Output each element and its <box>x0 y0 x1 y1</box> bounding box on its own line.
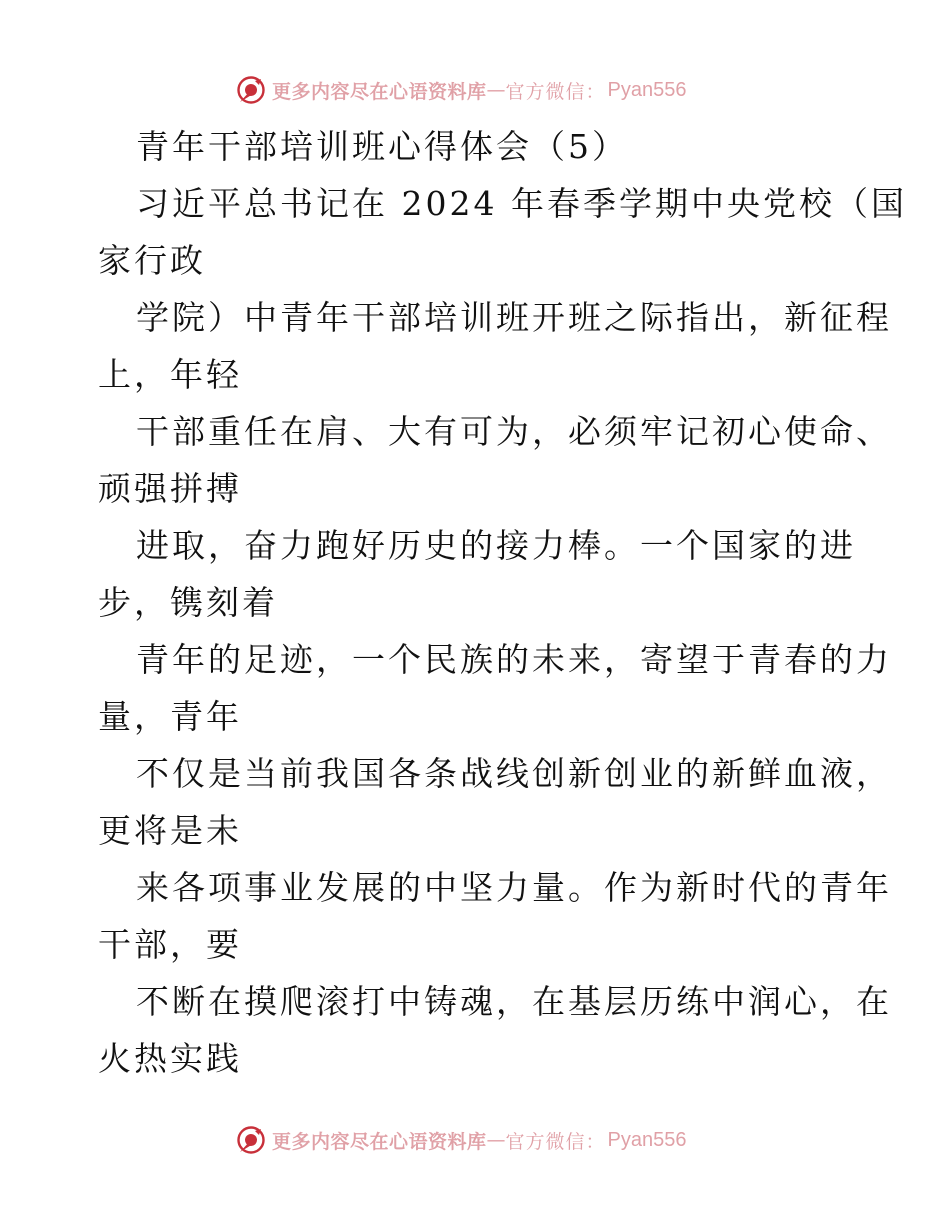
text-line: 不仅是当前我国各条战线创新创业的新鲜血液， <box>136 754 892 793</box>
text-line: 干部重任在肩、大有可为，必须牢记初心使命、 <box>136 412 892 451</box>
document-title: 青年干部培训班心得体会（5） <box>136 127 628 166</box>
banner-wechat-label: 官方微信： <box>505 80 606 103</box>
banner-separator: — <box>486 79 506 101</box>
pen-logo-icon <box>236 75 266 105</box>
text-line: 上，年轻 <box>98 355 242 394</box>
banner-wechat-id: Pyan556 <box>607 78 687 101</box>
banner-wechat-id: Pyan556 <box>607 1128 687 1151</box>
banner-site-name: 更多内容尽在心语资料库 <box>272 80 487 103</box>
document-body <box>98 118 907 1087</box>
text-line: 量，青年 <box>98 697 242 736</box>
text-line: 习近平总书记在 2024 年春季学期中央党校（国 <box>136 184 907 223</box>
text-line: 家行政 <box>98 241 206 280</box>
text-line: 不断在摸爬滚打中铸魂，在基层历练中润心，在 <box>136 982 892 1021</box>
banner-separator: — <box>486 1129 506 1151</box>
text-line: 步，镌刻着 <box>98 583 278 622</box>
footer-watermark-banner <box>236 1123 716 1157</box>
banner-wechat-label: 官方微信： <box>505 1130 606 1153</box>
header-watermark-banner <box>236 73 716 107</box>
text-line: 更将是未 <box>98 811 242 850</box>
banner-site-name: 更多内容尽在心语资料库 <box>272 1130 487 1153</box>
text-line: 学院）中青年干部培训班开班之际指出，新征程 <box>136 298 892 337</box>
text-line: 干部，要 <box>98 925 242 964</box>
text-line: 顽强拼搏 <box>98 469 242 508</box>
text-line: 来各项事业发展的中坚力量。作为新时代的青年 <box>136 868 892 907</box>
text-line: 青年的足迹，一个民族的未来，寄望于青春的力 <box>136 640 892 679</box>
pen-logo-icon <box>236 1125 266 1155</box>
text-line: 进取，奋力跑好历史的接力棒。一个国家的进 <box>136 526 856 565</box>
text-line: 火热实践 <box>98 1039 242 1078</box>
